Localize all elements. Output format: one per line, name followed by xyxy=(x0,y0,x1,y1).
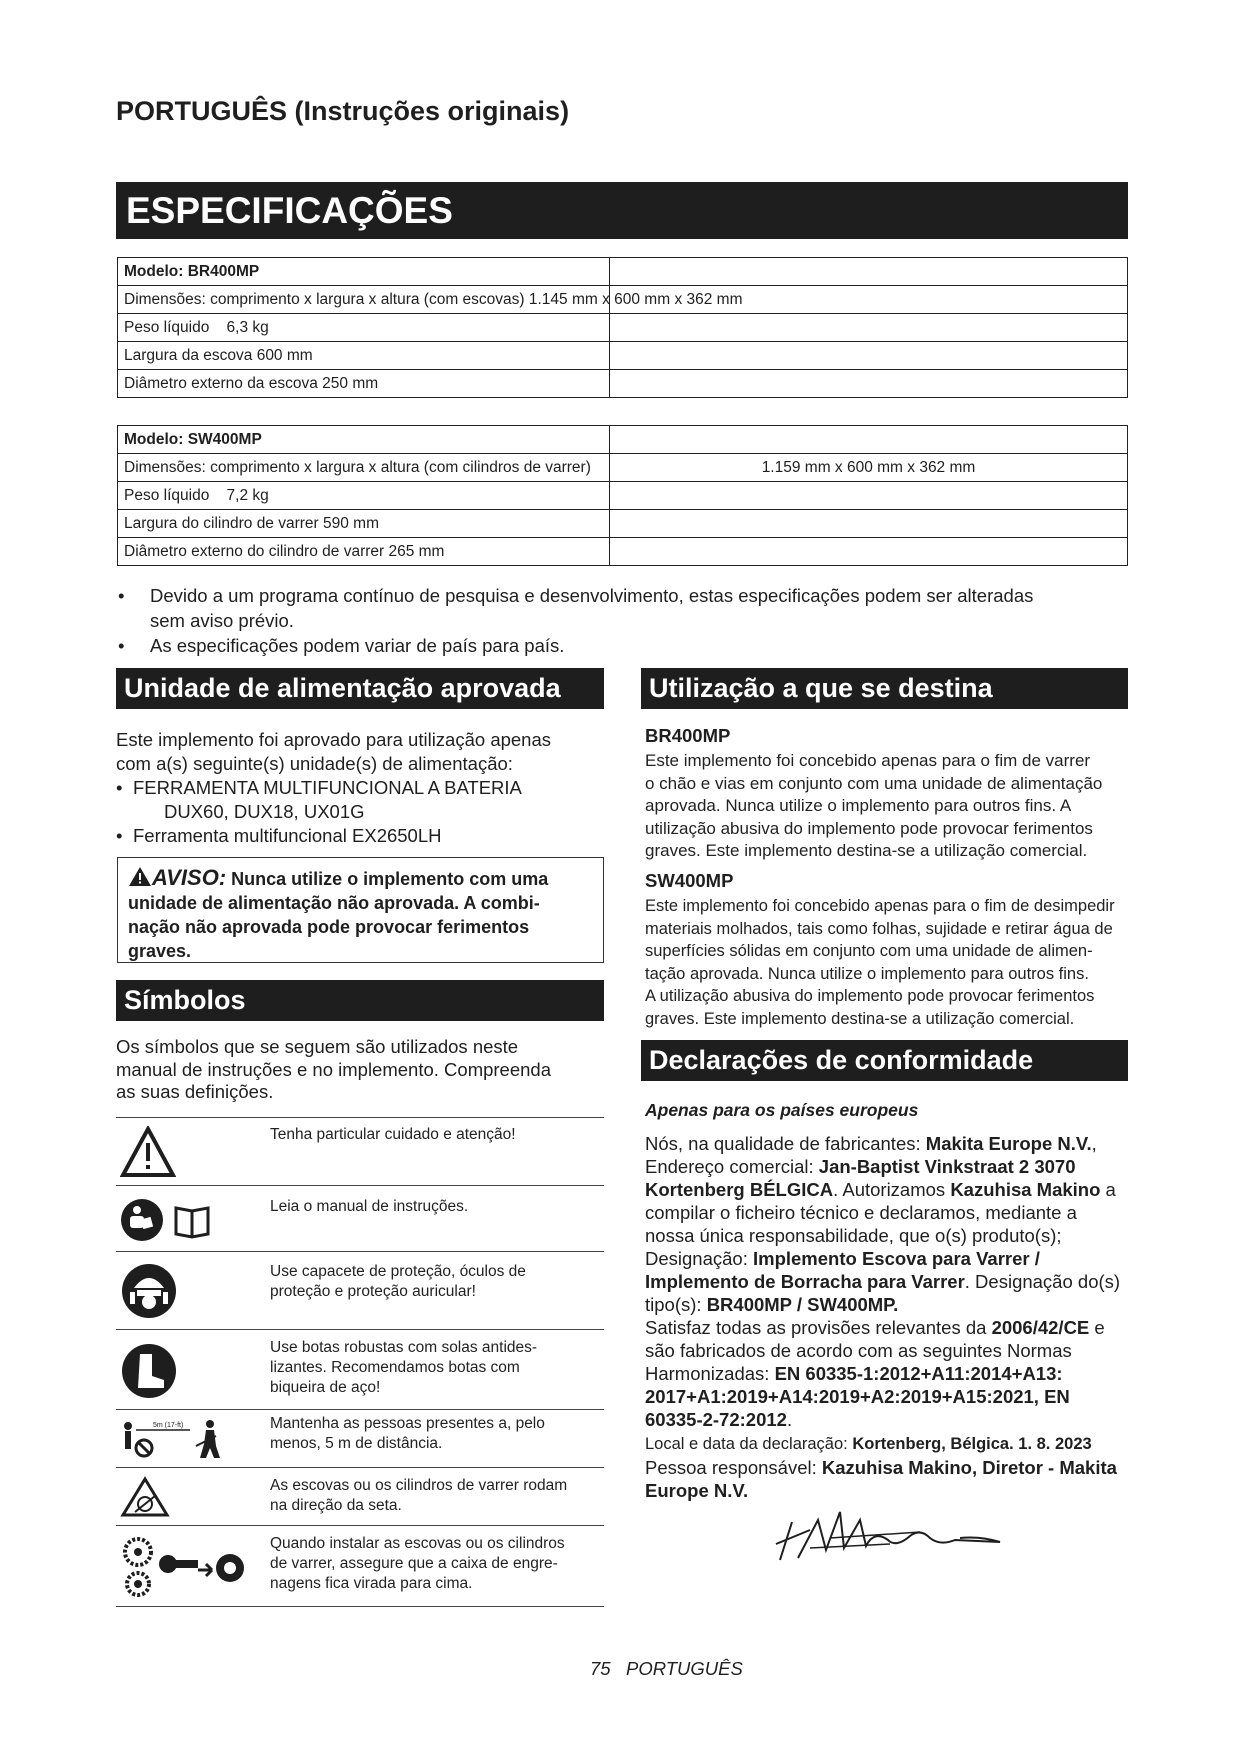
spec-cylinder-width: Largura do cilindro de varrer 590 mm xyxy=(118,510,610,538)
spec-table-sw400mp xyxy=(117,425,1128,566)
intended-use-sw-text: Este implemento foi concebido apenas para o fim de desimpedir materiais molhados, tais como folhas, sujidade e retirar água de superfícies sólidas em conjunto com uma unidade de alimen- tação aprovada. Nunca utilize o implemento para outros fins. A utilização abusiva do implemento pode provocar ferimentos graves. Este implemento destina-se a utilização comercial. xyxy=(645,897,1115,1028)
spec-dimensions: Dimensões: comprimento x largura x altura (com escovas) 1.145 mm x 600 mm x 362 mm xyxy=(118,286,610,314)
warning-box: AVISO: Nunca utilize o implemento com uma unidade de alimentação não aprovada. A combi- nação não aprovada pode provocar ferimentos graves. xyxy=(117,857,604,963)
safety-boots-icon xyxy=(120,1342,178,1405)
symbol-row: Leia o manual de instruções. xyxy=(116,1185,604,1251)
symbol-row: Use botas robustas com solas antides- lizantes. Recomendamos botas com biqueira de aço! xyxy=(116,1329,604,1409)
intended-use-br-title: BR400MP xyxy=(645,725,731,746)
spec-weight: Peso líquido 6,3 kg xyxy=(118,314,610,342)
spec-model: Modelo: BR400MP xyxy=(118,258,610,286)
warning-triangle-icon xyxy=(120,1126,176,1183)
spec-cylinder-diameter: Diâmetro externo do cilindro de varrer 265 mm xyxy=(118,538,610,566)
page-title: PORTUGUÊS (Instruções originais) xyxy=(116,96,570,126)
declaration-text: Nós, na qualidade de fabricantes: Makita Europe N.V., Endereço comercial: Jan-Baptist Vinkstraat 2 3070 Kortenberg BÉLGICA. Autorizamos Kazuhisa Makino a compilar o ficheiro técnico e declaramos, mediante a nossa única responsabilidade, que o(s) produto(s); Designação: Implemento Escova para Varrer / Implemento de Borracha para Varrer. Designação do(s) tipo(s): BR400MP / SW400MP. Satisfaz todas as provisões relevantes da 2006/42/CE e são fabricados de acordo com as seguintes Normas Harmonizadas: EN 60335-1:2012+A11:2014+A13: 2017+A1:2019+A14:2019+A2:2019+A15:2021, EN 60335-2-72:2012. Local e data da declaração: Kortenberg, Bélgica. 1. 8. 2023 Pessoa responsável: Kazuhisa Makino, Diretor - Makita Europe N.V. xyxy=(645,1133,1121,1501)
spec-dimensions: Dimensões: comprimento x largura x altura (com cilindros de varrer) xyxy=(118,454,610,482)
spec-table-br400mp xyxy=(117,257,1128,398)
spec-dimensions-value: 1.159 mm x 600 mm x 362 mm xyxy=(610,454,1128,482)
rotation-direction-icon xyxy=(120,1476,170,1523)
symbol-row: As escovas ou os cilindros de varrer rodam na direção da seta. xyxy=(116,1467,604,1525)
symbol-row: Quando instalar as escovas ou os cilindros de varrer, assegure que a caixa de engre- nagens fica virada para cima. xyxy=(116,1525,604,1607)
gear-case-up-icon xyxy=(120,1536,250,1603)
distance-label: 5m (17-ft) xyxy=(153,1422,184,1429)
symbol-row: Tenha particular cuidado e atenção! xyxy=(116,1117,604,1185)
warning-triangle-icon xyxy=(128,866,152,887)
intended-use-br-text: Este implemento foi concebido apenas para o fim de varrer o chão e vias em conjunto com uma unidade de alimentação aprovada. Nunca utilize o implemento para outros fins. A utilização abusiva do implemento pode provocar ferimentos graves. Este implemento destina-se a utilização comercial. xyxy=(645,751,1103,860)
spec-notes: • Devido a um programa contínuo de pesquisa e desenvolvimento, estas especificações podem ser alteradas sem aviso prévio. • As especificações podem variar de país para país. xyxy=(118,585,1034,656)
power-unit-text: Este implemento foi aprovado para utilização apenas com a(s) seguinte(s) unidade(s) de alimentação: • FERRAMENTA MULTIFUNCIONAL A BATERIA DUX60, DUX18, UX01G • Ferramenta multifuncional EX2650LH xyxy=(116,729,552,846)
intended-use-heading: Utilização a que se destina xyxy=(641,668,1128,709)
spec-brush-width: Largura da escova 600 mm xyxy=(118,342,610,370)
power-unit-heading: Unidade de alimentação aprovada xyxy=(116,668,604,709)
symbols-heading: Símbolos xyxy=(116,980,604,1021)
declaration-subtitle: Apenas para os países europeus xyxy=(645,1100,919,1120)
symbol-row: 5m (17-ft) Mantenha as pessoas presentes a, pelo menos, 5 m de distância. xyxy=(116,1409,604,1467)
spec-weight: Peso líquido 7,2 kg xyxy=(118,482,610,510)
specs-heading: ESPECIFICAÇÕES xyxy=(116,182,1128,239)
signature-image xyxy=(770,1500,1010,1575)
page-footer: 75 PORTUGUÊS xyxy=(590,1658,743,1679)
spec-model: Modelo: SW400MP xyxy=(118,426,610,454)
keep-distance-icon xyxy=(120,1418,230,1462)
spec-brush-diameter: Diâmetro externo da escova 250 mm xyxy=(118,370,610,398)
symbols-intro: Os símbolos que se seguem são utilizados neste manual de instruções e no implemento. Compreenda as suas definições. xyxy=(116,1036,551,1102)
declaration-heading: Declarações de conformidade xyxy=(641,1040,1128,1081)
intended-use-sw-title: SW400MP xyxy=(645,870,734,891)
protective-gear-icon xyxy=(120,1262,178,1325)
symbol-row: Use capacete de proteção, óculos de proteção e proteção auricular! xyxy=(116,1251,604,1329)
read-manual-icon xyxy=(120,1196,230,1249)
